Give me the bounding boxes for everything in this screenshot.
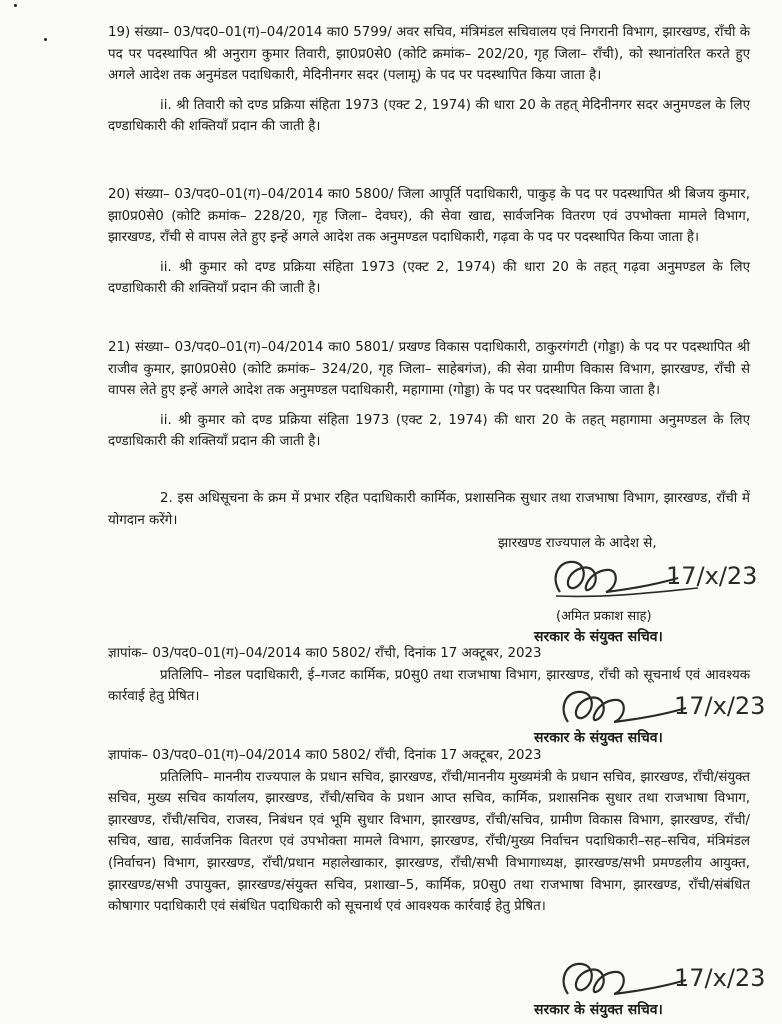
governor-order-line: झारखण्ड राज्यपाल के आदेश से, <box>498 536 657 551</box>
clause-2: 2. इस अधिसूचना के क्रम में प्रभार रहित पदाधिकारी कार्मिक, प्रशासनिक सुधार तथा राजभाषा विभाग, झारखण्ड, राँची में योगदान करेंगे। <box>108 491 750 528</box>
memo-2 <box>108 745 750 918</box>
signature-2-date: 17/x/23 <box>674 692 766 720</box>
memo-1-copy: प्रतिलिपि– नोडल पदाधिकारी, ई–गजट कार्मिक, प्र0सु0 तथा राजभाषा विभाग, झारखण्ड, राँची को सूचनार्थ एवं आवश्यक कार्रवाई हेतु प्रेषित। <box>108 667 750 705</box>
item-20-main: 20) संख्या– 03/पद0–01(ग)–04/2014 का0 5800/ जिला आपूर्ति पदाधिकारी, पाकुड़ के पद पर पदस्थापित श्री बिजय कुमार, झा0प्र0से0 (कोटि क्रमांक– 228/20, गृह जिला– देवघर), की सेवा खाद्य, सार्वजनिक वितरण एवं उपभोक्ता मामले विभाग, झारखण्ड, राँची से वापस लेते हुए इन्हें अगले आदेश तक अनुमण्डल पदाधिकारी, गढ़वा के पद पर पदस्थापित किया जाता है। <box>108 187 750 246</box>
designation-1: सरकार के संयुक्त सचिव। <box>534 629 663 645</box>
scan-speck <box>14 4 17 7</box>
signature-1-date: 17/x/23 <box>666 562 758 590</box>
item-21 <box>108 337 750 453</box>
item-20 <box>108 184 750 300</box>
signatory-name: (अमित प्रकाश साह) <box>556 609 652 624</box>
memo-2-copy: प्रतिलिपि– माननीय राज्यपाल के प्रधान सचिव, झारखण्ड, राँची/माननीय मुख्यमंत्री के प्रधान सचिव, झारखण्ड, राँची/संयुक्त सचिव, मुख्य सचिव कार्यालय, झारखण्ड, राँची/सचिव के प्रधान आप्त सचिव, कार्मिक, प्रशासनिक सुधार तथा राजभाषा विभाग, झारखण्ड, राँची/सचिव, राजस्व, निबंधन एवं भूमि सुधार विभाग, झारखण्ड, राँची/सचिव, ग्रामीण विकास विभाग, झारखण्ड, राँची/सचिव, खाद्य, सार्वजनिक वितरण एवं उपभोक्ता मामले विभाग, झारखण्ड, राँची/मुख्य निर्वाचन पदाधिकारी–सह–सचिव, मंत्रिमंडल (निर्वाचन) विभाग, झारखण्ड, राँची/प्रधान महालेखाकार, झारखण्ड, राँची/सभी विभागाध्यक्ष, झारखण्ड/सभी प्रमण्डलीय आयुक्त, झारखण्ड/सभी उपायुक्त, झारखण्ड/संयुक्त सचिव, प्रशाखा–5, कार्मिक, प्र0सु0 तथा राजभाषा विभाग, झारखण्ड, राँची/संबंधित कोषागार पदाधिकारी एवं संबंधित पदाधिकारी को सूचनार्थ एवं आवश्यक कार्रवाई हेतु प्रेषित। <box>108 769 750 915</box>
scan-speck <box>44 38 47 41</box>
item-19 <box>108 22 750 138</box>
designation-3: सरकार के संयुक्त सचिव। <box>534 1002 663 1018</box>
memo-1-reference: ज्ञापांक– 03/पद0–01(ग)–04/2014 का0 5802/ राँची, दिनांक 17 अक्टूबर, 2023 <box>108 646 542 661</box>
item-19-main: 19) संख्या– 03/पद0–01(ग)–04/2014 का0 5799/ अवर सचिव, मंत्रिमंडल सचिवालय एवं निगरानी विभाग, झारखण्ड, राँची के पद पर पदस्थापित श्री अनुराग कुमार तिवारी, झा0प्र0से0 (कोटि क्रमांक– 202/20, गृह जिला– राँची), को स्थानांतरित करते हुए अगले आदेश तक अनुमंडल पदाधिकारी, मेदिनीनगर सदर (पलामू) के पद पर पदस्थापित किया जाता है। <box>108 25 750 84</box>
item-21-main: 21) संख्या– 03/पद0–01(ग)–04/2014 का0 5801/ प्रखण्ड विकास पदाधिकारी, ठाकुरगंगटी (गोड्डा) के पद पर पदस्थापित श्री राजीव कुमार, झा0प्र0से0 (कोटि क्रमांक– 324/20, गृह जिला– साहेबगंज), की सेवा ग्रामीण विकास विभाग, झारखण्ड, राँची से वापस लेते हुए इन्हें अगले आदेश तक अनुमण्डल पदाधिकारी, महागामा (गोड्डा) के पद पर पदस्थापित किया जाता है। <box>108 340 750 399</box>
signature-3-date: 17/x/23 <box>674 964 766 992</box>
signature-1 <box>548 548 758 610</box>
designation-2: सरकार के संयुक्त सचिव। <box>534 730 663 746</box>
item-21-clause-ii: ii. श्री कुमार को दण्ड प्रक्रिया संहिता 1973 (एक्ट 2, 1974) की धारा 20 के तहत् महागामा अनुमण्डल के लिए दण्डाधिकारी की शक्तियाँ प्रदान की जाती है। <box>108 412 750 450</box>
memo-2-reference: ज्ञापांक– 03/पद0–01(ग)–04/2014 का0 5802/ राँची, दिनांक 17 अक्टूबर, 2023 <box>108 748 542 763</box>
item-20-clause-ii: ii. श्री कुमार को दण्ड प्रक्रिया संहिता 1973 (एक्ट 2, 1974) की धारा 20 के तहत् गढ़वा अनुमण्डल के लिए दण्डाधिकारी की शक्तियाँ प्रदान की जाती है। <box>108 259 750 297</box>
item-19-clause-ii: ii. श्री तिवारी को दण्ड प्रक्रिया संहिता 1973 (एक्ट 2, 1974) की धारा 20 के तहत् मेदिनीनगर सदर अनुमण्डल के लिए दण्डाधिकारी की शक्तियाँ प्रदान की जाती है। <box>108 97 750 135</box>
